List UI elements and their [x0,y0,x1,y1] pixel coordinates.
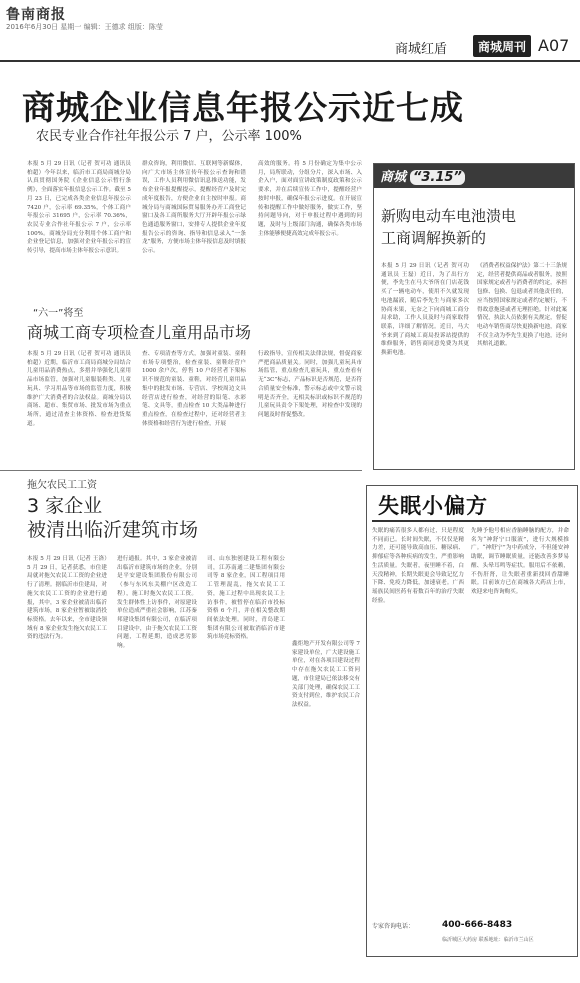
advertisement-address: 临沂城区大药房 联系地址：临沂市兰山区 [442,937,534,943]
consumer-rights-headline-line-2: 工商调解换新的 [381,229,487,247]
newspaper-masthead: 鲁南商报 [6,7,66,23]
consumer-rights-label-text: 商城 [380,170,407,185]
dateline: 2016年6月30日 星期一 编辑：王德求 组版：陈莹 [6,23,163,31]
consumer-rights-column-1: 本报 5 月 29 日讯（记者 贺可功 通讯员 王磊）近日，为了出行方便，李先生在马大爷所在门店花钱买了一辆电动车，使用不久就发现电池漏液，随后李先生与商家多次协商未果，无奈之下向商城工商分局求助，工作人员及时与商家取得联系，详细了解情况。近日，马大爷来到了商城工商局投诉站提供的维修服务，销售商同意免费为其更换新电池。 [381,263,469,357]
lead-headline: 商城企业信息年报公示近七成 [22,88,464,127]
children-story-headline: 商城工商专项检查儿童用品市场 [27,323,252,342]
construction-headline-line-2: 被清出临沂建筑市场 [27,519,199,541]
construction-headline-line-1: 3 家企业 [27,495,103,517]
consumer-rights-column-2: 《消费者权益保护法》第二十三条规定，经营者提供商品或者服务，按照国家规定或者与消费者的约定，承担包修、包换、包退或者其他责任的，应当按照国家规定或者约定履行，不得故意拖延或者无理拒绝。针对此案情况，执法人员依据有关规定，督促电动车销售商尽快更换新电池，商家不仅主动为李先生更换了电池，还向其赔礼道歉。 [477,263,567,348]
consumer-rights-headline-line-1: 新购电动车电池溃电 [381,207,517,225]
advertisement-column-2: 先睡予他号相应香脑睡脑的配方，并命名为“神舒宁口服液”，进行大规模推广。“神舒宁”为中药成分，不但能安神助眠，调节睡眠质量，还能改善多梦易醒、头晕耳鸣等症状。服用后不依赖，不伤肝肾，让失眠者重新找回香甜睡眠。目前该方已在商城各大药店上市，欢迎来电咨询购买。 [471,528,569,595]
construction-story-column-3: 司、山东独创建设工程有限公司，江苏南通二建集团有限公司等 8 家企业，因工程项目用工管理混乱，拖欠农民工工资，施工过程中出现农民工上访事件，被暂停在临沂市投标资格 6 个月，并在相关整改期间依法处理。同时，青岛建工集团有限公司被取消临沂市建筑市场竞标资格。 [207,556,285,641]
advertisement-title: 失眠小偏方 [378,494,488,518]
consumer-rights-label [380,166,465,185]
section-divider [0,470,362,471]
consumer-rights-badge: “3.15” [410,170,465,185]
advertisement-phone-label: 专家咨询电话： [372,923,415,930]
children-story-column-1: 本报 5 月 29 日讯（记者 贺可功 通讯员 柏超）近期，临沂市工商局商城分局结合儿童用品消费热点，多措并举强化儿童用品市场监管，加强对儿童服装鞋类、儿童玩具、学习用品等市场的监管力度，积极维护广大消费者的合法权益。商城分局以商场、超市、集贸市场、批发市场为重点场所，通过清查主体资格、检查进货渠道。 [27,351,131,427]
children-story-column-2: 查、专项清查等方式，加强对童装、童鞋市场专项整治，检查童装、童鞋经营户 1000 余户次，停售 10 户经营者下架标识不规范的童装、童鞋，对经营儿童用品集中的批发市场、专营店、学校周边文具经营店进行检查，对经营的铅笔、水彩笔、文具等，重点检查 10 大类品种进行重点检查，在检查过程中，还对经营者主体资格和经营行为进行检查，开展 [142,351,246,427]
section-badge: 商城周刊 [473,35,531,57]
construction-story-column-1: 本报 5 月 29 日讯（记者 王洛）5 月 29 日，记者获悉，市住建局就对拖欠农民工工资的企业进行了清理。据临沂市住建局，对施欠农民工工资的企业进行通报，其中，3 家企业被清出临沂建筑市场，8 家企业暂被取消投标资格。去年以来，全市建设领域有 8 家企业发生拖欠农民工工资的违法行为。 [27,556,107,641]
section-name: 商城红盾 [395,42,448,57]
construction-story-kicker: 拖欠农民工工资 [27,480,97,491]
lead-column-3: 高效的服务。将 5 月份确定为集中公示月，局所联动，分组分片，深入市场、入企入户，面对面宣讲政策制度政策和公示要求，并在后续宣传工作中，提醒经营户按时申报，确保年报公示进度。在开展宣传和提醒工作中做好服务，做实工作，坚持问题导向，对于申报过程中遇到的问题，及时与上级部门沟通，确保各类市场主体能够便捷高效完成年报公示。 [258,161,362,237]
lead-subheadline: 农民专业合作社年报公示 7 户，公示率 100% [36,129,302,144]
consumer-rights-headline [381,205,516,249]
page-number: A07 [538,36,570,55]
construction-story-column-4: 鑫炬地产开发有限公司等 7 家建设单位，广大建设施工单位，对在各项目建设过程中存在拖欠农民工工资问题，市住建局已依法移交有关部门处理，确保农民工工资支付到位，维护农民工合法权益。 [292,641,360,708]
advertisement-rule [372,520,570,522]
lead-column-2: 群众咨询，利用微信、互联网等新媒体，向广大市场主体宣传年报公示查询和错误，工作人员利用微信讯息推送功能，发布企业年报提醒提示，提醒经营户及时完成年度报告，方便企业自主按时申报。商城分局与商城国际贸易服务办开工商登记窗口及各工商所服务大厅开辟年报公示绿色通道服务窗口，安排专人提供企业年度报告公示的咨询、指导和信息录入“一条龙”服务，方便市场主体年报信息及时填报公示。 [142,161,246,255]
children-story-column-3: 行政指导，宣传相关法律法规，督促商家严把商品质量关。同时，加强儿童玩具市场监管，重点检查儿童玩具，重点查看有无“3C”标志，产品标识是否规范，是否符合质量安全标准，警示标志或中文警示说明是否齐全，无相关标识或标识不规范的儿童玩具责令下架处理，对检查中发现的问题及时督促整改。 [258,351,362,418]
lead-column-1: 本报 5 月 29 日讯（记者 贺可功 通讯员 柏超）今年以来，临沂市工商局商城分局认真贯彻国务院《企业信息公示暂行条例》，全面落实年报信息公示工作。截至 5 月 23 日，已完成各类企业信息年报公示 7420 户，公示率 69.35%，个体工商户年报公示 31695 户，公示率 70.36%，农民专业合作社年报公示 7 户，公示率 100%。商城分局充分利用个体工商户和企业登记信息，加强对企业年报公示的宣传引导，提高市场主体年报公示意识。 [27,161,131,255]
header-rule [0,60,580,62]
advertisement-column-1: 失眠的痛苦很多人都有过，只是程度不同而已。长时间失眠，不仅仅是精力差，还可能导致高血压、糖尿病、抑郁症等各种疾病的发生，严重影响生活质量。失眠者，夜里睡不着，白天没精神，长期失眠更会导致记忆力下降、免疫力降低，加速衰老。广西瑶族民间医药有着数百年的治疗失眠经验。 [372,528,464,604]
advertisement-phone: 400-666-8483 [442,920,513,930]
construction-story-column-2: 进行通报。其中，3 家企业被清出临沂市建筑市场的企业，分别是平安建设集团股份有限公司（参与东风东关棚户区改造工程），施工时拖欠农民工工资。发生群体性上访事件，对原建设单位造成严重社会影响，江苏秦邦建设集团有限公司，在临沂项目建设中，由于拖欠农民工工资问题，工程延期，造成恶劣影响。 [117,556,197,650]
construction-story-headline [27,494,198,542]
children-story-kicker: “六一”将至 [33,308,84,319]
